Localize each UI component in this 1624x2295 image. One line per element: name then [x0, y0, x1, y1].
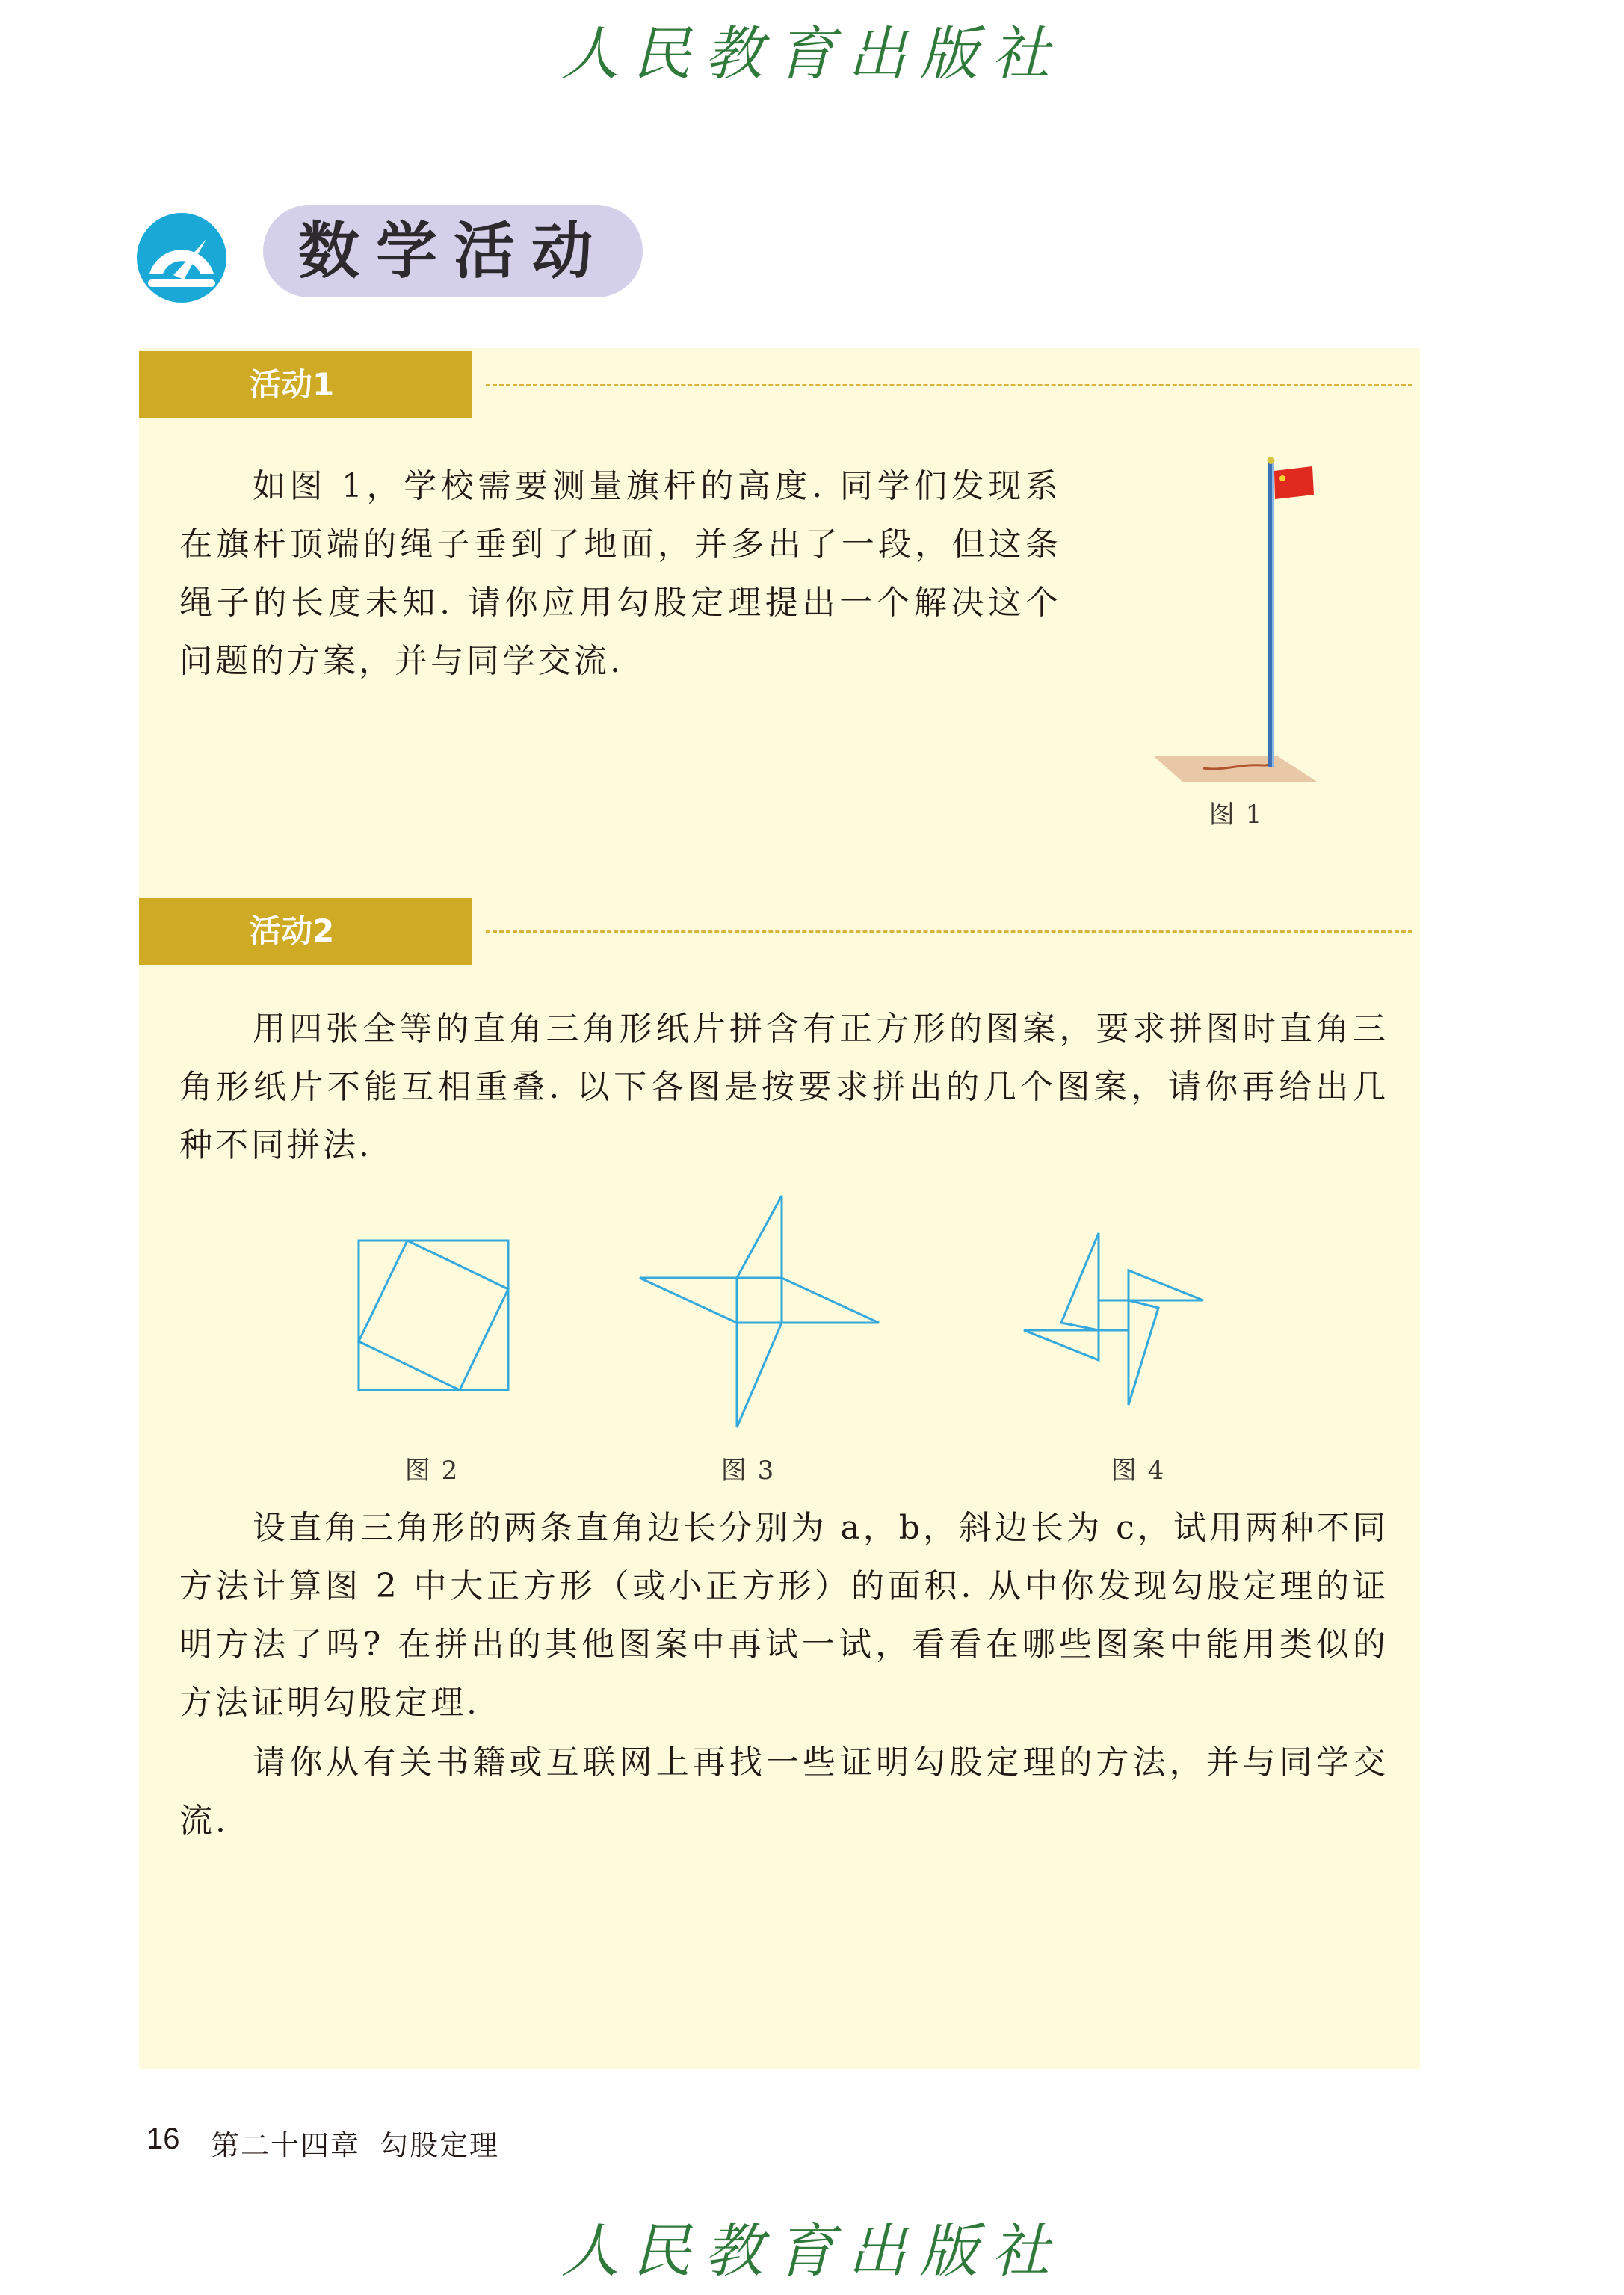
activity2-intro-text: 用四张全等的直角三角形纸片拼含有正方形的图案，要求拼图时直角三角形纸片不能互相重叠. 以下各图是按要求拼出的几个图案，请你再给出几种不同拼法. — [179, 1010, 1389, 1164]
activity2-question-text: 设直角三角形的两条直角边长分别为 a，b，斜边长为 c，试用两种不同方法计算图 2 中大正方形（或小正方形）的面积. 从中你发现勾股定理的证明方法了吗? 在拼出的其他图案中再试一试，看看在哪些图案中能用类似的方法证明勾股定理. — [179, 1509, 1389, 1722]
activity2-label: 活动2 — [139, 898, 472, 965]
figure1-caption: 图 1 — [1208, 800, 1264, 830]
activity1-text: 如图 1，学校需要测量旗杆的高度. 同学们发现系在旗杆顶端的绳子垂到了地面，并多出了一段，但这条绳子的长度未知. 请你应用勾股定理提出一个解决这个问题的方案，并与同学交流. — [179, 467, 1061, 680]
figure2-square-tiling — [351, 1233, 516, 1397]
page-title: 数学活动 — [297, 215, 609, 287]
page-number: 16 — [146, 2122, 180, 2155]
flagpole-figure — [1143, 448, 1323, 785]
activity1-dashed-rule — [486, 384, 1412, 386]
figure3-caption: 图 3 — [720, 1456, 776, 1486]
figure3-pinwheel — [632, 1188, 886, 1435]
chapter-label: 第二十四章 — [211, 2129, 361, 2162]
activity2-closing-text: 请你从有关书籍或互联网上再找一些证明勾股定理的方法，并与同学交流. — [179, 1743, 1389, 1840]
speedometer-icon — [135, 211, 229, 305]
publisher-watermark-top: 人民教育出版社 — [561, 21, 1063, 88]
activity2-dashed-rule — [486, 930, 1412, 933]
figure4-pinwheel — [1016, 1218, 1211, 1412]
section-label: 勾股定理 — [380, 2129, 500, 2162]
figure4-caption: 图 4 — [1111, 1456, 1166, 1486]
activity1-label: 活动1 — [139, 351, 472, 418]
figure2-caption: 图 2 — [404, 1456, 460, 1486]
publisher-watermark-bottom: 人民教育出版社 — [561, 2218, 1063, 2285]
